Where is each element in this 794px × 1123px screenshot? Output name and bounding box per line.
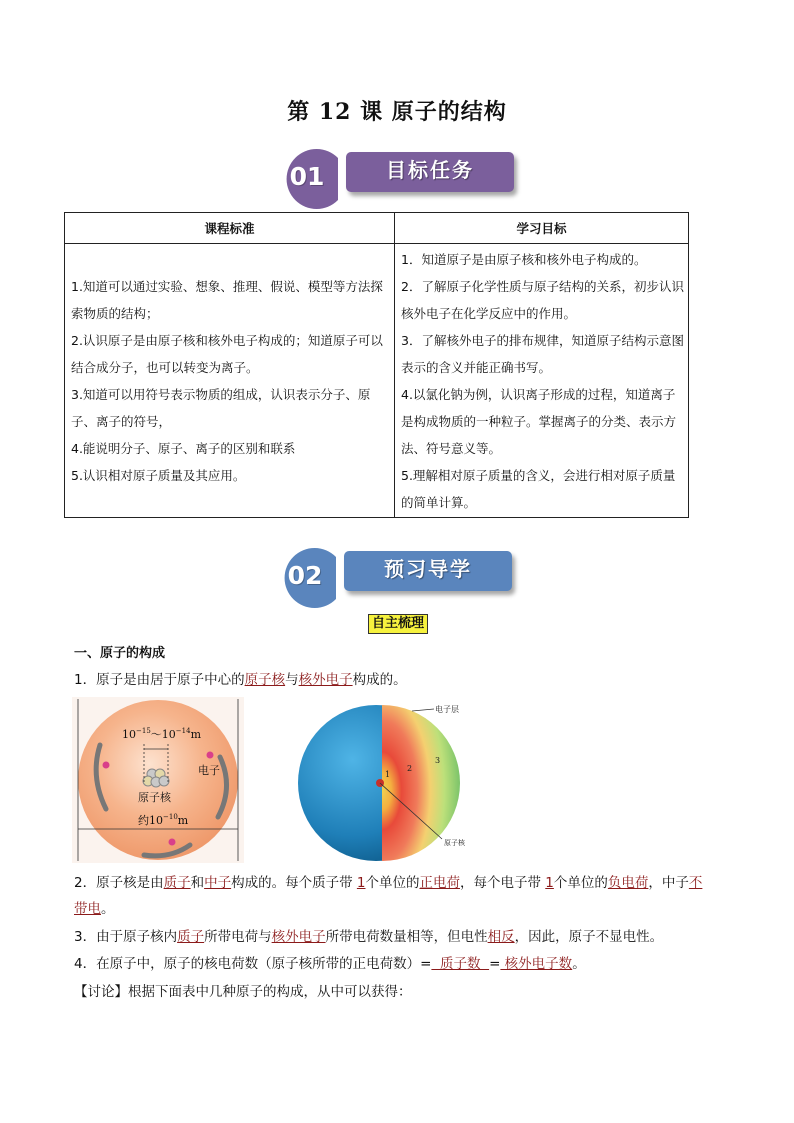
paragraph-3	[74, 927, 724, 947]
text: 个单位的	[365, 875, 420, 891]
text: ，因此，原子不显电性。	[514, 929, 664, 945]
text: ，中子	[648, 875, 689, 891]
text: 。	[572, 956, 586, 972]
answer: 正电荷	[419, 875, 460, 891]
text: 构成的。每个质子带	[231, 875, 357, 891]
answer: 1	[356, 875, 366, 891]
text: 2．原子核是由	[74, 875, 164, 891]
text: 所带电荷与	[204, 929, 272, 945]
answer: 质子	[163, 875, 191, 891]
text: 与	[285, 672, 299, 688]
text: 4．在原子中，原子的核电荷数（原子核所带的正电荷数）=	[74, 956, 432, 972]
answer: 相反	[487, 929, 515, 945]
shell-label: 电子层	[435, 705, 459, 714]
standards-table	[64, 212, 689, 518]
paragraph-2-cont	[74, 899, 724, 919]
answer: 1	[545, 875, 554, 891]
size-label-nucleus: $10^{-15}\sim 10^{-14}m$	[122, 727, 201, 741]
text: 。	[101, 901, 115, 917]
goal-item: 4.以氯化钠为例，认识离子形成的过程，知道离子是构成物质的一种粒子。掌握离子的分类、表示方法、符号意义等。	[401, 386, 677, 456]
goal-item: 1．知道原子是由原子核和核外电子构成的。	[401, 251, 647, 267]
text: 个单位的	[553, 875, 608, 891]
section-title-bar	[346, 152, 514, 192]
nucleus-label: 原子核	[138, 791, 171, 804]
answer: 质子	[177, 929, 205, 945]
answer: 质子数	[431, 956, 490, 972]
section-title: 预习导学	[384, 557, 472, 581]
section-heading: 一、原子的构成	[74, 646, 166, 661]
paragraph-4	[74, 954, 724, 974]
goals-cell	[395, 244, 689, 518]
text: 3．由于原子核内	[74, 929, 178, 945]
text: =	[489, 956, 501, 972]
section-number: 02	[287, 561, 323, 590]
shell-number: 3	[435, 756, 441, 765]
atom-structure-figure	[72, 697, 244, 863]
discussion-paragraph: 【讨论】根据下面表中几种原子的构成，从中可以获得：	[74, 984, 412, 1000]
electron-dot	[207, 752, 214, 759]
electron-label: 电子	[198, 764, 220, 777]
label-leader	[412, 709, 434, 711]
text: 构成的。	[352, 672, 407, 688]
nucleus-label: 原子核	[444, 839, 465, 847]
section-title: 目标任务	[386, 158, 474, 182]
table-header-standard: 课程标准	[65, 213, 395, 244]
answer: 中子	[204, 875, 232, 891]
text: 所带电荷数量相等，但电性	[325, 929, 488, 945]
standard-item: 3.知道可以用符号表示物质的组成，认识表示分子、原子、离子的符号，	[71, 386, 371, 429]
table-header-goals: 学习目标	[395, 213, 689, 244]
answer-electron: 核外电子	[298, 672, 353, 688]
goal-item: 3．了解核外电子的排布规律，知道原子结构示意图表示的含义并能正确书写。	[401, 332, 684, 375]
paragraph-1	[74, 670, 724, 690]
shell-number: 2	[407, 764, 413, 773]
text: 1．原子是由居于原子中心的	[74, 672, 245, 688]
goal-item: 2．了解原子化学性质与原子结构的关系，初步认识核外电子在化学反应中的作用。	[401, 278, 684, 321]
self-study-label: 自主梳理	[368, 614, 428, 634]
size-label-atom: 约$10^{-10}m$	[138, 813, 189, 827]
answer: 核外电子	[271, 929, 326, 945]
electron-dot	[103, 762, 110, 769]
sphere-cutaway	[382, 705, 460, 861]
standard-item: 4.能说明分子、原子、离子的区别和联系	[71, 440, 296, 456]
electron-dot	[169, 839, 176, 846]
answer: 带电	[74, 901, 101, 917]
answer: 负电荷	[607, 875, 649, 891]
answer-nucleus: 原子核	[244, 672, 286, 688]
standard-item: 1.知道可以通过实验、想象、推理、假说、模型等方法探索物质的结构；	[71, 278, 383, 321]
goal-item: 5.理解相对原子质量的含义，会进行相对原子质量的简单计算。	[401, 467, 676, 510]
text: 和	[190, 875, 205, 891]
answer: 不	[688, 875, 703, 891]
section-title-bar	[344, 551, 512, 591]
standard-item: 5.认识相对原子质量及其应用。	[71, 467, 246, 483]
standard-item: 2.认识原子是由原子核和核外电子构成的；知道原子可以结合成分子，也可以转变为离子。	[71, 332, 383, 375]
text: ，每个电子带	[459, 875, 546, 891]
answer: 核外电子数	[500, 956, 573, 972]
electron-shell-figure	[292, 697, 492, 863]
shell-number: 1	[385, 770, 391, 779]
standards-cell	[65, 244, 395, 518]
section-number: 01	[289, 162, 325, 191]
page-title: 第 12 课 原子的结构	[287, 99, 507, 125]
paragraph-2	[74, 873, 724, 893]
